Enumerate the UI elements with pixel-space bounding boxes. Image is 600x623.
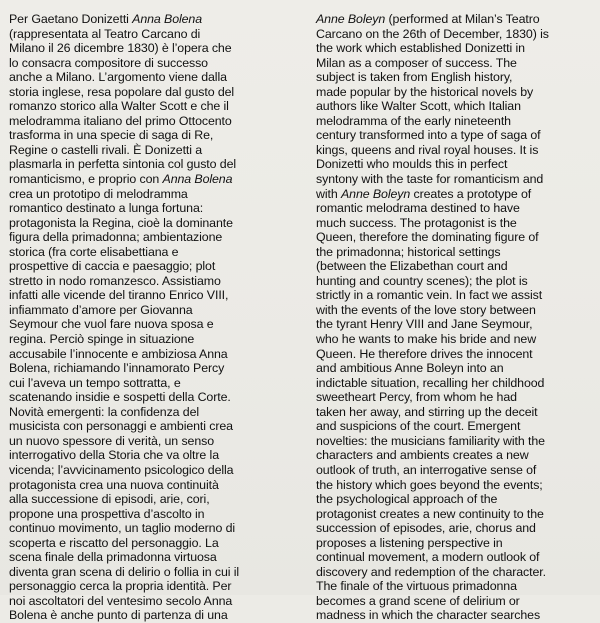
text-line [9, 187, 295, 202]
text-line [9, 128, 295, 143]
text-run: prospettive di caccia e paesaggio; plot [9, 259, 216, 274]
text-line [9, 274, 295, 289]
text-run: Carcano on the 26th of December, 1830) is [316, 26, 549, 41]
text-run: Novità emergenti: la confidenza del [9, 404, 200, 419]
text-line [316, 27, 598, 42]
text-line [9, 41, 295, 56]
text-line [9, 579, 295, 594]
text-run: scena finale della primadonna virtuosa [9, 550, 217, 565]
text-run: Bolena, richiamando l’innamorato Percy [9, 361, 225, 376]
text-run: hunting and country scenes); the plot is [316, 273, 528, 288]
text-run: discovery and redemption of the character. [316, 564, 546, 579]
text-line [9, 492, 295, 507]
text-line [316, 608, 598, 623]
text-run: taken her away, and stirring up the deceit [316, 404, 538, 419]
text-line [9, 594, 295, 609]
text-run: kings, queens and rival royal houses. It is [316, 142, 539, 157]
text-run: Bolena è anche punto di partenza di una [9, 608, 228, 623]
text-run: Donizetti who moulds this in perfect [316, 157, 508, 172]
text-line [9, 245, 295, 260]
text-line [9, 419, 295, 434]
text-run: alla successione di episodi, arie, cori, [9, 492, 210, 507]
text-line [316, 259, 598, 274]
text-run: romanticismo, e proprio con [9, 172, 163, 187]
text-line [9, 565, 295, 580]
text-run: musicista con personaggi e ambienti crea [9, 419, 233, 434]
text-run: becomes a grand scene of delirium or [316, 593, 520, 608]
text-run: with [316, 186, 341, 201]
text-run: century transformed into a type of saga of [316, 128, 541, 143]
text-line [9, 259, 295, 274]
text-run: interrogativo della Storia che va oltre la [9, 448, 219, 463]
text-line [316, 361, 598, 376]
text-run: subject is taken from English history, [316, 70, 513, 85]
text-run: much success. The protagonist is the [316, 215, 517, 230]
text-run: outlook of truth, an interrogative sense of [316, 462, 537, 477]
text-line [316, 492, 598, 507]
text-line [9, 114, 295, 129]
text-run: the primadonna; historical settings [316, 244, 501, 259]
text-line [9, 56, 295, 71]
text-run: with the events of the love story between [316, 302, 536, 317]
text-line [316, 216, 598, 231]
text-run: melodramma italiano del primo Ottocento [9, 113, 232, 128]
text-run: plasmarla in perfetta sintonia col gusto del [9, 157, 237, 172]
english-text-column [316, 12, 598, 623]
text-run: infatti alle vicende del tiranno Enrico VIII, [9, 288, 229, 303]
text-line [9, 434, 295, 449]
text-line [9, 27, 295, 42]
text-run: diventa gran scena di delirio o follia in cui il [9, 564, 240, 579]
text-line [316, 521, 598, 536]
text-run: Milano il 26 dicembre 1830) è l’opera che [9, 41, 232, 56]
text-line [316, 536, 598, 551]
text-run: crea un prototipo di melodramma [9, 186, 188, 201]
text-line [9, 347, 295, 362]
text-line [9, 216, 295, 231]
text-run: the history which goes beyond the events; [316, 477, 543, 492]
text-run: protagonist creates a new continuity to the [316, 506, 544, 521]
text-run: who he wants to make his bride and new [316, 332, 537, 347]
text-run: Per Gaetano Donizetti [9, 12, 133, 26]
text-line [316, 12, 598, 27]
text-run: and ambitious Anne Boleyn into an [316, 361, 504, 376]
text-line [316, 347, 598, 362]
text-run: infiammato d’amore per Giovanna [9, 302, 193, 317]
text-line [316, 201, 598, 216]
text-line [316, 85, 598, 100]
text-run: scoperta e riscatto del personaggio. La [9, 535, 219, 550]
text-line [316, 187, 598, 202]
text-run: romantic melodrama destined to have [316, 201, 520, 216]
text-line [316, 507, 598, 522]
text-line [316, 463, 598, 478]
italic-title-run: Anna Bolena [162, 172, 233, 187]
text-line [9, 463, 295, 478]
text-run: melodramma of the early nineteenth [316, 113, 511, 128]
text-line [316, 478, 598, 493]
text-run: the psychological approach of the [316, 492, 498, 507]
text-line [9, 99, 295, 114]
text-run: trasforma in una specie di saga di Re, [9, 128, 214, 143]
text-run: continuo movimento, un taglio moderno di [9, 521, 236, 536]
text-line [316, 565, 598, 580]
text-line [316, 41, 598, 56]
text-line [316, 157, 598, 172]
text-line [9, 85, 295, 100]
text-line [316, 594, 598, 609]
text-line [9, 288, 295, 303]
text-run: protagonista la Regina, cioè la dominante [9, 215, 233, 230]
text-line [316, 434, 598, 449]
text-line [316, 274, 598, 289]
text-line [316, 245, 598, 260]
text-line [9, 448, 295, 463]
text-run: the tyrant Henry VIII and Jane Seymour, [316, 317, 533, 332]
text-line [9, 405, 295, 420]
text-run: propone una prospettiva d’ascolto in [9, 506, 205, 521]
text-run: Seymour che vuol fare nuova sposa e [9, 317, 214, 332]
text-line [316, 376, 598, 391]
text-run: storia inglese, resa popolare dal gusto del [9, 84, 235, 99]
text-run: and suspicions of the court. Emergent [316, 419, 521, 434]
text-line [9, 478, 295, 493]
text-run: Milan as a composer of success. The [316, 55, 517, 70]
text-run: The finale of the virtuous primadonna [316, 579, 517, 594]
text-line [316, 405, 598, 420]
text-line [9, 303, 295, 318]
text-run: Queen, therefore the dominating figure of [316, 230, 539, 245]
text-run: sweetheart Percy, from whom he had [316, 390, 517, 405]
text-line [9, 172, 295, 187]
text-line [9, 536, 295, 551]
text-run: protagonista crea una nuova continuità [9, 477, 219, 492]
text-run: lo consacra compositore di successo [9, 55, 208, 70]
text-line [9, 550, 295, 565]
text-run: stretto in nodo romanzesco. Assistiamo [9, 273, 221, 288]
text-run: regina. Perciò spinge in situazione [9, 332, 195, 347]
text-run: (between the Elizabethan court and [316, 259, 508, 274]
text-line [9, 361, 295, 376]
text-line [9, 230, 295, 245]
text-run: madness in which the character searches [316, 608, 541, 623]
text-line [316, 419, 598, 434]
text-run: cui l’aveva un tempo sottratta, e [9, 375, 181, 390]
text-run: proposes a listening perspective in [316, 535, 503, 550]
text-line [9, 317, 295, 332]
text-run: noi ascoltatori del ventesimo secolo Anna [9, 593, 233, 608]
text-run: (performed at Milan’s Teatro [385, 12, 540, 26]
text-line [9, 143, 295, 158]
text-line [316, 56, 598, 71]
text-line [9, 608, 295, 623]
text-line [316, 448, 598, 463]
text-run: Queen. He therefore drives the innocent [316, 346, 533, 361]
text-run: accusabile l’innocente e ambiziosa Anna [9, 346, 228, 361]
text-run: the work which established Donizetti in [316, 41, 525, 56]
text-line [9, 332, 295, 347]
text-line [316, 332, 598, 347]
text-line [316, 128, 598, 143]
text-run: strictly in a romantic vein. In fact we assist [316, 288, 543, 303]
text-run: un nuovo spessore di verità, un senso [9, 433, 215, 448]
text-run: authors like Walter Scott, which Italian [316, 99, 521, 114]
text-run: scatenando insidie e sospetti della Corte. [9, 390, 231, 405]
text-line [316, 288, 598, 303]
text-run: (rappresentata al Teatro Carcano di [9, 26, 201, 41]
text-run: continual movement, a modern outlook of [316, 550, 540, 565]
text-line [316, 143, 598, 158]
text-line [316, 99, 598, 114]
text-run: anche a Milano. L’argomento viene dalla [9, 70, 227, 85]
italian-text-column [9, 12, 295, 623]
text-line [9, 12, 295, 27]
italic-title-run: Anna Bolena [132, 12, 203, 26]
text-run: succession of episodes, arie, chorus and [316, 521, 536, 536]
text-run: novelties: the musicians familiarity with the [316, 433, 545, 448]
text-run: vicenda; l’avvicinamento psicologico della [9, 462, 234, 477]
text-run: figura della primadonna; ambientazione [9, 230, 223, 245]
text-run: storica (fra corte elisabettiana e [9, 244, 179, 259]
text-run: syntony with the taste for romanticism and [316, 172, 544, 187]
text-run: made popular by the historical novels by [316, 84, 534, 99]
text-line [316, 579, 598, 594]
text-line [9, 507, 295, 522]
text-line [9, 376, 295, 391]
text-run: Regine o castelli rivali. È Donizetti a [9, 142, 203, 157]
text-line [316, 390, 598, 405]
text-line [9, 157, 295, 172]
text-line [316, 70, 598, 85]
text-line [9, 521, 295, 536]
italic-title-run: Anne Boleyn [316, 12, 386, 26]
text-line [9, 390, 295, 405]
text-run: characters and ambients creates a new [316, 448, 529, 463]
text-run: romantico destinato a lunga fortuna: [9, 201, 204, 216]
text-run: indictable situation, recalling her childhood [316, 375, 545, 390]
italic-title-run: Anne Boleyn [340, 186, 411, 201]
text-line [9, 201, 295, 216]
text-run: romanzo storico alla Walter Scott e che il [9, 99, 229, 114]
text-line [316, 303, 598, 318]
text-line [9, 70, 295, 85]
text-line [316, 230, 598, 245]
text-run: personaggio cerca la propria identità. Per [9, 579, 232, 594]
text-line [316, 172, 598, 187]
text-line [316, 550, 598, 565]
text-line [316, 114, 598, 129]
text-line [316, 317, 598, 332]
text-run: creates a prototype of [410, 186, 532, 201]
